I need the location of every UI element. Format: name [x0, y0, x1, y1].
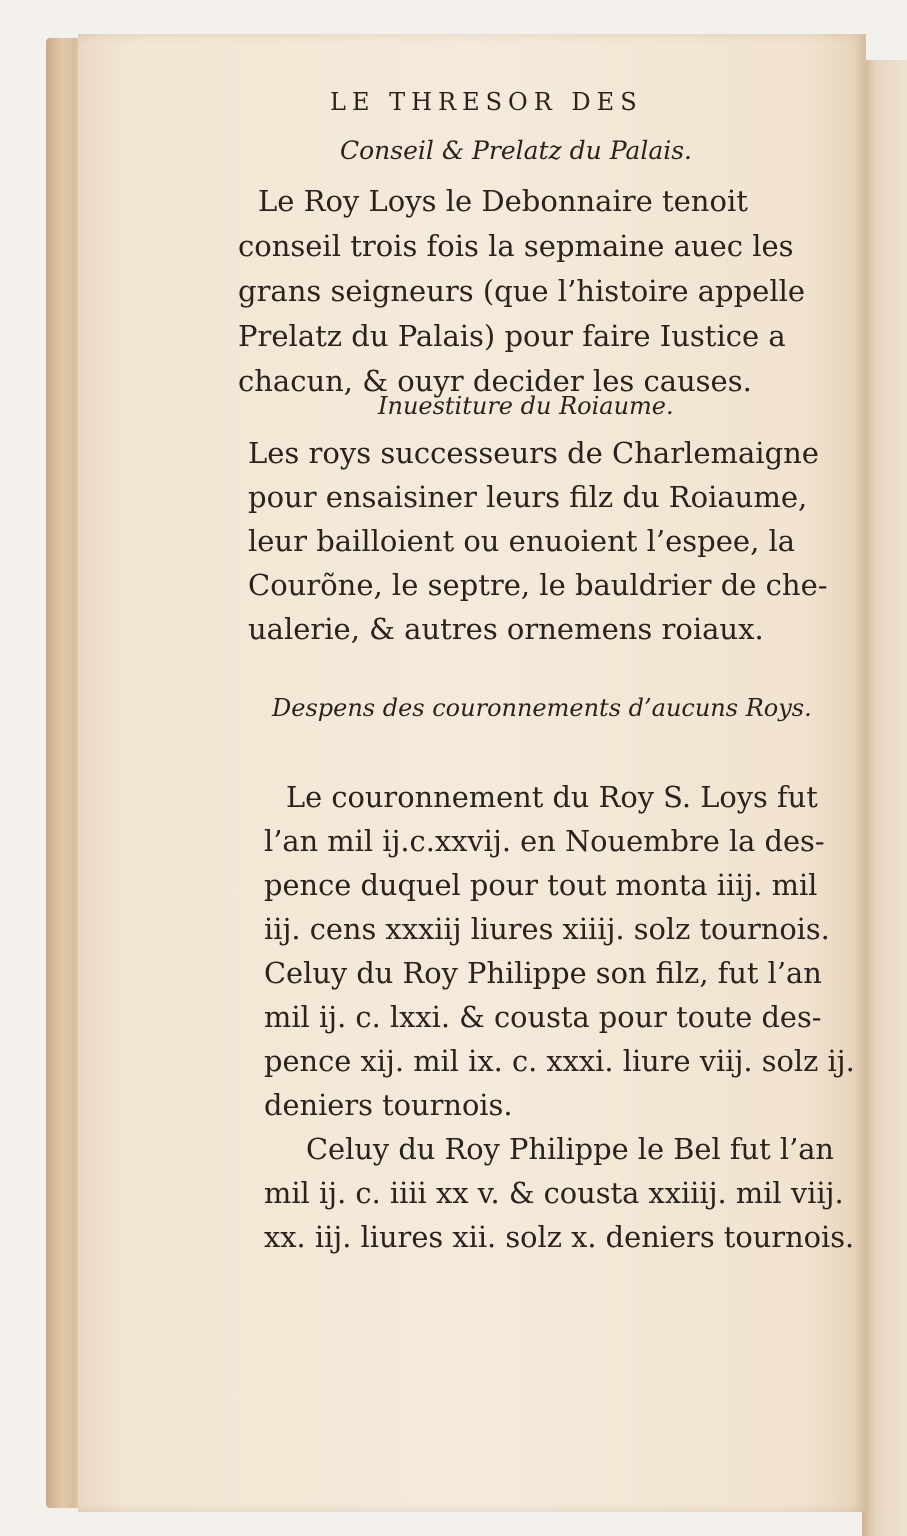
- text-line: Courõne, le septre, le bauldrier de che-: [248, 568, 828, 602]
- text-line: Le Roy Loys le Debonnaire tenoit: [258, 184, 748, 218]
- section-heading-despens: Despens des couronnements d’aucuns Roys.: [272, 694, 812, 722]
- text-line: grans seigneurs (que l’histoire appelle: [238, 274, 806, 308]
- text-line: leur bailloient ou enuoient l’espee, la: [248, 524, 796, 558]
- section-heading-conseil: Conseil & Prelatz du Palais.: [340, 136, 693, 165]
- text-line: Prelatz du Palais) pour faire Iustice a: [238, 319, 786, 353]
- running-head: LE THRESOR DES: [330, 88, 643, 116]
- section-heading-inuestiture: Inuestiture du Roiaume.: [378, 392, 674, 420]
- text-line: mil ij. c. iiii xx v. & cousta xxiiij. mil viij.: [264, 1176, 844, 1210]
- text-line: Les roys successeurs de Charlemaigne: [248, 436, 819, 470]
- text-line: xx. iij. liures xii. solz x. deniers tournois.: [264, 1220, 855, 1254]
- text-line: iij. cens xxxiij liures xiiij. solz tournois.: [264, 912, 830, 946]
- text-line: pence duquel pour tout monta iiij. mil: [264, 868, 818, 902]
- text-line: pour ensaisiner leurs filz du Roiaume,: [248, 480, 808, 514]
- text-line: Celuy du Roy Philippe son filz, fut l’an: [264, 956, 822, 990]
- text-line: conseil trois fois la sepmaine auec les: [238, 229, 794, 263]
- text-line: chacun, & ouyr decider les causes.: [238, 364, 752, 398]
- text-line: mil ij. c. lxxi. & cousta pour toute des-: [264, 1000, 822, 1034]
- text-line: Celuy du Roy Philippe le Bel fut l’an: [306, 1132, 834, 1166]
- text-line: deniers tournois.: [264, 1088, 513, 1122]
- text-line: ualerie, & autres ornemens roiaux.: [248, 612, 764, 646]
- text-line: pence xij. mil ix. c. xxxi. liure viij. solz ij.: [264, 1044, 855, 1078]
- text-line: Le couronnement du Roy S. Loys fut: [286, 780, 818, 814]
- text-line: l’an mil ij.c.xxvij. en Nouembre la des-: [264, 824, 825, 858]
- facing-page-edge: [862, 60, 907, 1536]
